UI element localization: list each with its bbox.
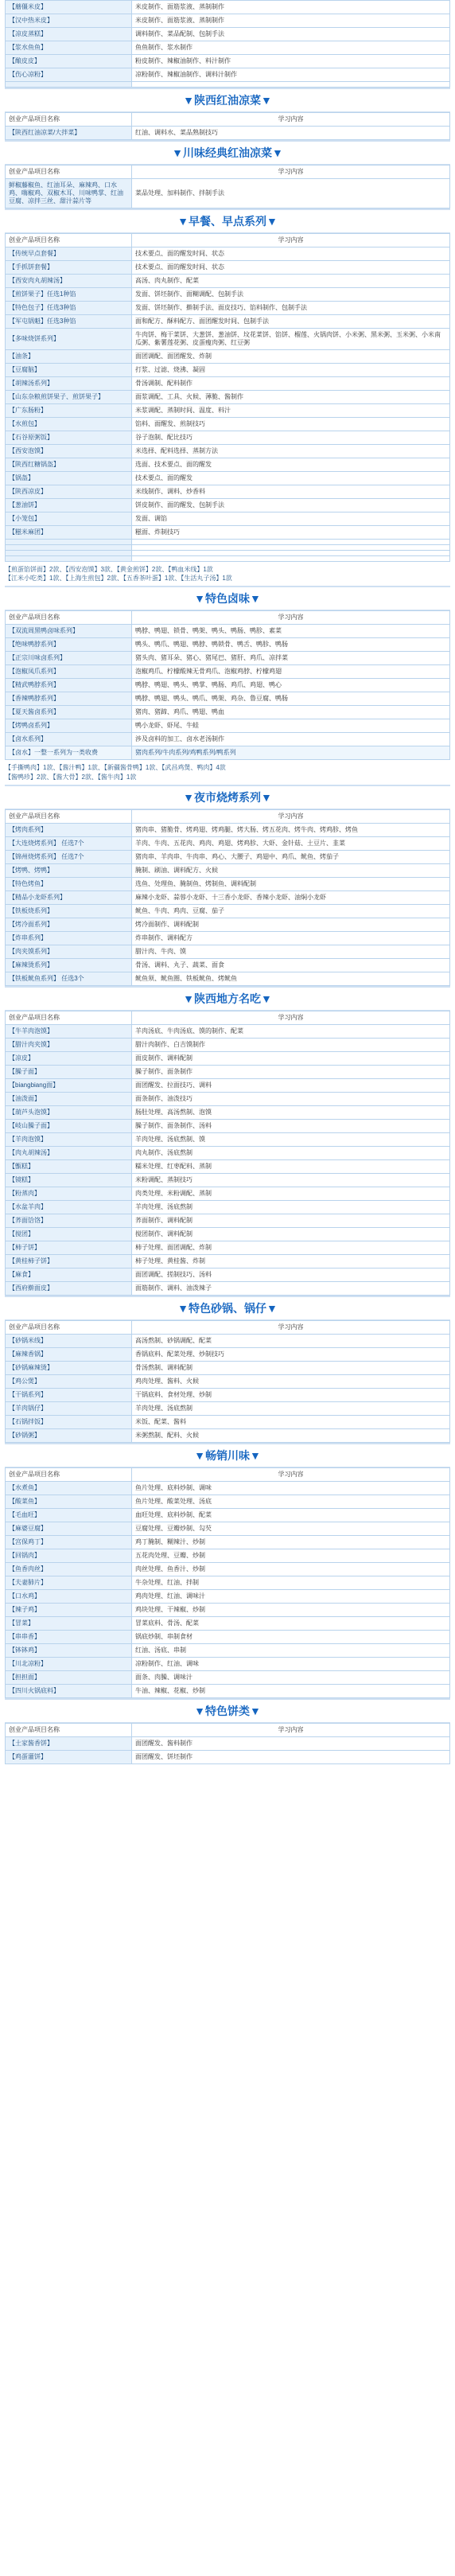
table-row: 【陕西红糖锅盔】 选面、技术要点、面的醒发 — [6, 458, 450, 472]
table-row: 【小笼包】 发面、调馅 — [6, 512, 450, 526]
table-row: 【炸串系列】 炸串制作、调料配方 — [6, 931, 450, 945]
table-header-row: 创业产品项目名称 学习内容 — [6, 234, 450, 247]
table-header-row: 创业产品项目名称 学习内容 — [6, 1723, 450, 1736]
table-row: 【夫妻肺片】 牛杂处理、红油、拌制 — [6, 1576, 450, 1589]
table-row — [6, 540, 450, 545]
table-row: 【泡椒凤爪系列】 泡椒鸡爪、柠檬酸辣无骨鸡爪、泡椒鸡脖、柠檬鸡翅 — [6, 665, 450, 679]
table-row: 【绝味鸭脖系列】 鸭头、鸭爪、鸭翅、鸭脖、鸭锁骨、鸭舌、鸭胗、鸭肠 — [6, 638, 450, 652]
table-row: 【石谷原粥饭】 谷子泡制、配比技巧 — [6, 431, 450, 445]
table-row: 【汉中热米皮】 米皮制作、面筋浆液、蒸制制作 — [6, 14, 450, 28]
section-title: ▼早餐、早点系列▼ — [5, 208, 450, 233]
table-row: 【水煎包】 馅料、面醒发、煎制技巧 — [6, 418, 450, 431]
table-row: 【镜糕】 米粉调配、蒸制技巧 — [6, 1173, 450, 1187]
table-row: 【酿皮皮】 粉皮制作、辣椒油制作、料汁制作 — [6, 55, 450, 68]
table-sichuan-hot — [5, 1467, 450, 1698]
table-row: 【水煮鱼】 鱼片处理、底料炒制、调味 — [6, 1481, 450, 1495]
table-row: 【辣子鸡】 鸡块处理、干辣椒、炒制 — [6, 1603, 450, 1616]
table-row: 【酸菜鱼】 鱼片处理、酸菜处理、汤底 — [6, 1495, 450, 1508]
table-shaanxi-snacks — [5, 1011, 450, 1296]
table-row: 【砂锅麻辣烫】 骨汤熬制、调料配制 — [6, 1361, 450, 1374]
table-header-row: 创业产品项目名称 学习内容 — [6, 611, 450, 625]
table-header-row: 创业产品项目名称 学习内容 — [6, 1467, 450, 1481]
table-row: 【水盆羊肉】 羊肉处理、汤底熬制 — [6, 1200, 450, 1214]
table-row: 【宫保鸡丁】 鸡丁腌制、糊辣汁、炒制 — [6, 1535, 450, 1549]
table-row: 【糍米麻团】 糍面、炸制技巧 — [6, 526, 450, 540]
table-row: 【葱油饼】 饼皮制作、面的醒发、包制手法 — [6, 499, 450, 512]
package-note: 【煎蛋馅饼面】2款、【西安泡馍】3款、【黄金煎饼】2款、【鸭血米线】1款 【江米小吃类】1款、【上海生煎包】2款、【五香茶叶蛋】1款、【生活丸子汤】1款 — [5, 566, 232, 583]
table-row: 【传统早点套餐】 技术要点、面的醒发时间、状态 — [6, 247, 450, 261]
table-row: 【搅团】 搅团制作、调料配制 — [6, 1227, 450, 1241]
table-row: 【夏天酱卤系列】 猪肉、猪蹄、鸡爪、鸭翅、鸭血 — [6, 706, 450, 719]
table-row: 【葫芦头泡馍】 肠肚处理、高汤熬制、泡馍 — [6, 1105, 450, 1119]
table-header-row: 创业产品项目名称 学习内容 — [6, 809, 450, 823]
table-row: 【麻食】 面团调配、搓制技巧、汤料 — [6, 1268, 450, 1281]
table-row: 【多味烧饼系列】 牛肉饼、梅干菜饼、大葱饼、葱油饼、坟花菜饼、馅饼、榴莲、火锅肉饼、小米粥、黑米粥、玉米粥、小米南瓜粥、紫薯莲花粥、皮蛋瘦肉粥、红豆粥 — [6, 329, 450, 350]
table-row: 【羊肉泡馍】 羊肉处理、汤底熬制、馍 — [6, 1132, 450, 1146]
table-row — [6, 556, 450, 562]
table-header-row: 创业产品项目名称 学习内容 — [6, 1011, 450, 1024]
section-title: ▼夜市烧烤系列▼ — [5, 785, 450, 809]
table-row: 【鸡公煲】 鸡肉处理、酱料、火候 — [6, 1374, 450, 1388]
table-row: 【铁板烧系列】 鱿鱼、牛肉、鸡肉、豆腐、茄子 — [6, 904, 450, 918]
table-row: 【浆水鱼鱼】 鱼鱼制作、浆水制作 — [6, 41, 450, 55]
table-row: 【土家酱香饼】 面团醒发、酱料制作 — [6, 1736, 450, 1750]
table-row: 【伤心凉粉】 凉粉制作、辣椒油制作、调料汁制作 — [6, 68, 450, 82]
table-row: 【牛羊肉泡馍】 羊肉汤底、牛肉汤底、馍的制作、配菜 — [6, 1024, 450, 1038]
table-row: 【甑糕】 糯米处理、红枣配料、蒸制 — [6, 1159, 450, 1173]
table-row: 【锦州烧烤系列】 任选7个 猪肉串、羊肉串、牛肉串、鸡心、大腰子、鸡翅中、鸡爪、鱿鱼、烤茄子 — [6, 850, 450, 863]
table-row: 【陕西红油凉菜/大拌菜】 红油、调料水、菜品熟制技巧 — [6, 127, 450, 140]
table-row: 【精品小龙虾系列】 麻辣小龙虾、蒜蓉小龙虾、十三香小龙虾、香辣小龙虾、油焖小龙虾 — [6, 890, 450, 904]
table-row: 【双流周黑鸭卤味系列】 鸭脖、鸭翅、锁骨、鸭架、鸭头、鸭肠、鸭胗、素菜 — [6, 625, 450, 638]
table-row: 【肉丸胡辣汤】 肉丸制作、汤底熬制 — [6, 1146, 450, 1159]
table-row: 【香辣鸭脖系列】 鸭脖、鸭翅、鸭头、鸭爪、鸭架、鸡杂、鲁豆腐、鸭肠 — [6, 692, 450, 706]
table-row: 【煎饼果子】任选1种馅 发面、饼坯制作、面糊调配、包制手法 — [6, 288, 450, 302]
section-title: ▼特色卤味▼ — [5, 586, 450, 610]
table-row: 【西安泡馍】 米选择、配料选择、蒸制方法 — [6, 445, 450, 458]
table-row: 【凉皮蒸糕】 调料制作、菜品配制、包制手法 — [6, 28, 450, 41]
table-row: 【西安肉丸胡辣汤】 高汤、肉丸制作、配菜 — [6, 275, 450, 288]
section-title: ▼川味经典红油凉菜▼ — [5, 140, 450, 165]
table-row: 【特色烤鱼】 选鱼、处理鱼、腌制鱼、烤制鱼、调料配制 — [6, 877, 450, 890]
table-row: 【干锅系列】 干锅底料、食材处理、炒制 — [6, 1388, 450, 1401]
table-row: 【手抓饼套餐】 技术要点、面的醒发时间、状态 — [6, 261, 450, 275]
table-shaanxi-cold — [5, 112, 450, 140]
table-header-row: 创业产品项目名称 学习内容 — [6, 1320, 450, 1334]
table-row: 【羊肉锅仔】 羊肉处理、汤底熬制 — [6, 1401, 450, 1415]
package-note: 【手撕鸭肉】1款、【酱汁鸭】1款、【新疆酱骨鸭】1款、【武昌鸡煲、鸭肉】4款 【酱鸭珍】2款、【酱大骨】2款、【酱牛肉】1款 — [5, 764, 226, 781]
table-row: 【军屯锅魁】任选3种馅 面和配方、酥料配方、面团醒发时间、包制手法 — [6, 315, 450, 329]
table-row: 【烤冷面系列】 烤冷面制作、调料配制 — [6, 918, 450, 931]
table-row — [6, 82, 450, 88]
table-row: 【陕西凉皮】 米线制作、调料、炒香料 — [6, 485, 450, 499]
table-row: 【广东肠粉】 米浆调配、蒸制时间、温度、料汁 — [6, 404, 450, 418]
table-row: 【砂锅粥】 米粥熬制、配料、火候 — [6, 1428, 450, 1442]
table-row: 【麻辣烫系列】 骨汤、调料、丸子、蔬菜、面食 — [6, 958, 450, 972]
table-row: 【臊子面】 臊子制作、面条制作 — [6, 1065, 450, 1078]
table-row: 【麻辣香锅】 香锅底料、配菜处理、炒制技巧 — [6, 1347, 450, 1361]
table-row: 【正宗川味卤系列】 猪头肉、猪耳朵、猪心、猪尾巴、猪肝、鸡爪、凉拌菜 — [6, 652, 450, 665]
table-casserole — [5, 1320, 450, 1443]
table-row: 【铁板鱿鱼系列】 任选3个 鱿鱼须、鱿鱼圈、铁板鱿鱼、烤鱿鱼 — [6, 972, 450, 985]
table-row: 【麻婆豆腐】 豆腐处理、豆瓣炒制、勾芡 — [6, 1522, 450, 1535]
table-row: 【鸡蛋灌饼】 面团醒发、饼坯制作 — [6, 1750, 450, 1763]
table-row: 【砂锅米线】 高汤熬制、砂锅调配、配菜 — [6, 1334, 450, 1347]
table-row: 【石锅拌饭】 米饭、配菜、酱料 — [6, 1415, 450, 1428]
table-row: 【粉蒸肉】 肉类处理、米粉调配、蒸制 — [6, 1187, 450, 1200]
table-row: 【山东杂粮煎饼果子、煎饼果子】 面浆调配、工具、火候、薄脆、酱制作 — [6, 391, 450, 404]
table-row: 【精武鸭脖系列】 鸭脖、鸭翅、鸭头、鸭掌、鸭肠、鸡爪、鸡翅、鸭心 — [6, 679, 450, 692]
table-braised — [5, 610, 450, 760]
table-row: 【豆腐脑】 打浆、过滤、烧沸、凝固 — [6, 364, 450, 377]
section-title: ▼特色饼类▼ — [5, 1698, 450, 1723]
table-row: 【鱼香肉丝】 肉丝处理、鱼香汁、炒制 — [6, 1562, 450, 1576]
table-row: 【肉夹馍系列】 腊汁肉、牛肉、馍 — [6, 945, 450, 958]
table-row — [6, 551, 450, 556]
table-bbq — [5, 809, 450, 986]
table-row: 【油泼面】 面条制作、油泼技巧 — [6, 1092, 450, 1105]
table-row: 【烤鸭卤系列】 鸭小龙虾、虾尾、牛蛙 — [6, 719, 450, 733]
table-row: 【回锅肉】 五花肉处理、豆瓣、炒制 — [6, 1549, 450, 1562]
table-row: 【毛血旺】 血旺处理、底料炒制、配菜 — [6, 1508, 450, 1522]
table-row: 【串串香】 锅底炒制、串制食材 — [6, 1630, 450, 1643]
table-row: 【荞面饸饹】 荞面制作、调料配制 — [6, 1214, 450, 1227]
table-row: 【特色包子】任选3种馅 发面、饼坯制作、擀制手法、面皮技巧、馅料制作、包制手法 — [6, 302, 450, 315]
table-top — [5, 0, 450, 88]
section-title: ▼特色砂锅、锅仔▼ — [5, 1296, 450, 1320]
table-row: 【卤水系列】 涉及卤料的加工、卤水老汤制作 — [6, 733, 450, 746]
table-row: 鲜椒藤椒鱼、红油耳朵、麻辣鸡、口水鸡、嗨椒鸡、双椒木耳、川味鸭掌、红油豆腐、凉拌三丝、甜汁蒜片等 菜品处理、加料制作、拌制手法 — [6, 179, 450, 208]
table-row: 【柿子饼】 柿子处理、面团调配、炸制 — [6, 1241, 450, 1254]
table-row: 【岐山臊子面】 臊子制作、面条制作、汤料 — [6, 1119, 450, 1132]
section-title: ▼畅销川味▼ — [5, 1443, 450, 1467]
section-title: ▼陕西地方名吃▼ — [5, 986, 450, 1011]
table-row: 【烤肉系列】 猪肉串、猪脆骨、烤鸡翅、烤鸡腿、烤大肠、烤五花肉、烤牛肉、烤鸡胗、烤鱼 — [6, 823, 450, 836]
table-row: 【烤鸭、烤鸭】 腌制、刷油、调料配方、火候 — [6, 863, 450, 877]
section-title: ▼陕西红油凉菜▼ — [5, 88, 450, 112]
table-row: 【西府擀面皮】 面筋制作、调料、油泼辣子 — [6, 1281, 450, 1295]
table-row: 【biangbiang面】 面团醒发、拉面技巧、调料 — [6, 1078, 450, 1092]
table-row: 【胡辣汤系列】 骨汤调制、配料制作 — [6, 377, 450, 391]
table-breakfast — [5, 233, 450, 562]
table-row: 【腊汁肉夹馍】 腊汁肉制作、白吉馍制作 — [6, 1038, 450, 1051]
table-row: 【口水鸡】 鸡肉处理、红油、调味汁 — [6, 1589, 450, 1603]
table-row: 【油条】 面团调配、面团醒发、炸制 — [6, 350, 450, 364]
table-header-row: 创业产品项目名称 学习内容 — [6, 166, 450, 179]
table-row: 【担担面】 面条、肉臊、调味汁 — [6, 1670, 450, 1684]
table-row: 【凉皮】 面皮制作、调料配制 — [6, 1051, 450, 1065]
table-row: 【四川火锅底料】 牛油、辣椒、花椒、炒制 — [6, 1684, 450, 1697]
table-header-row: 创业产品项目名称 学习内容 — [6, 113, 450, 127]
table-row: 【川北凉粉】 凉粉制作、红油、调味 — [6, 1657, 450, 1670]
table-row: 【冒菜】 冒菜底料、骨汤、配菜 — [6, 1616, 450, 1630]
table-row: 【卤水】一整一系列为一类收费 猪肉系列/牛肉系列/鸡鸭系列/鸭系列 — [6, 746, 450, 760]
table-row: 【锅盔】 技术要点、面的醒发 — [6, 472, 450, 485]
table-row: 【黄桂柿子饼】 柿子处理、黄桂酱、炸制 — [6, 1254, 450, 1268]
table-row: 【蘑僵米皮】 米皮制作、面筋浆液、蒸制制作 — [6, 1, 450, 14]
table-row — [6, 545, 450, 551]
table-row: 【钵钵鸡】 红油、汤底、串制 — [6, 1643, 450, 1657]
table-cakes — [5, 1723, 450, 1764]
table-row: 【大连烧烤系列】 任选7个 羊肉、牛肉、五花肉、鸡肉、鸡翅、烤鸡胗、大虾、金针菇、土豆片、韭菜 — [6, 836, 450, 850]
table-sichuan-cold — [5, 165, 450, 208]
